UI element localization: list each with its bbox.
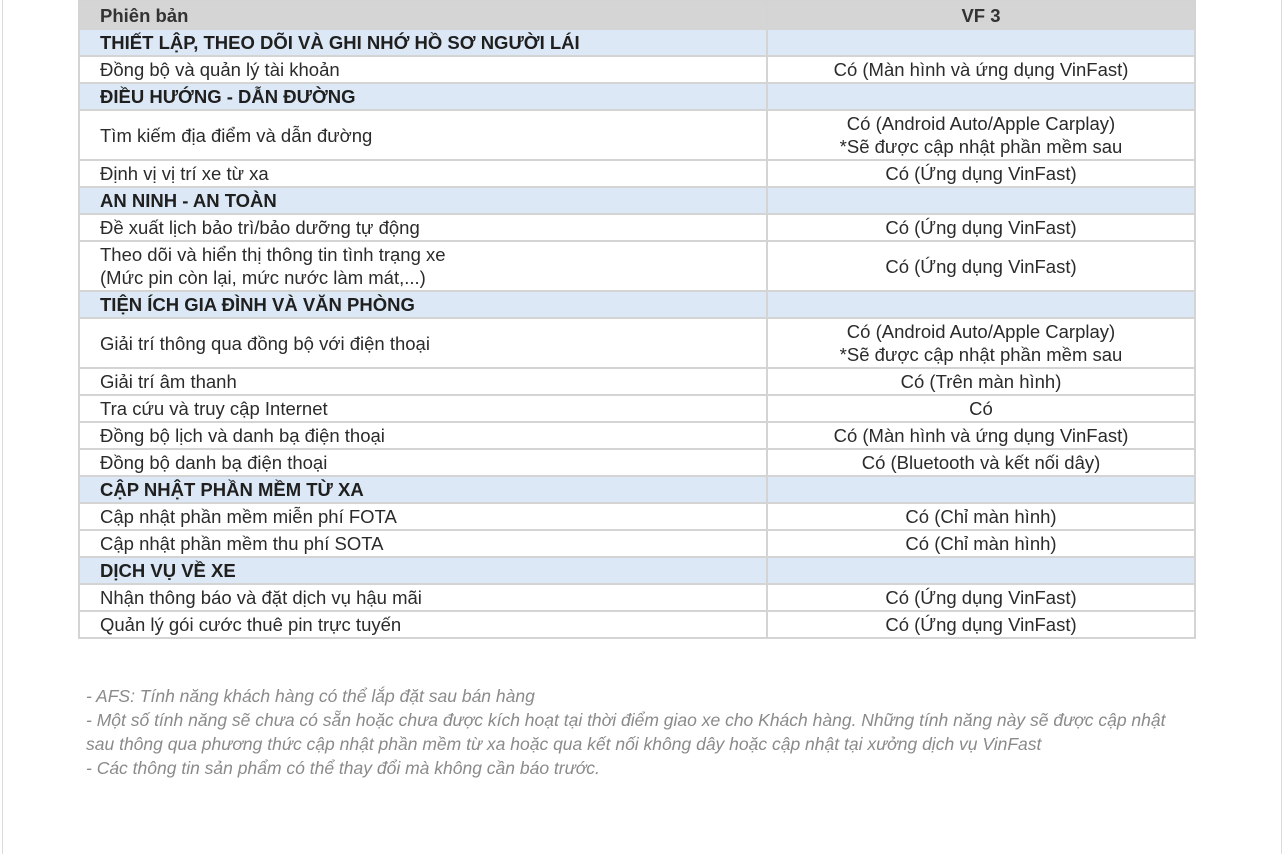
section-empty-cell [767, 476, 1195, 503]
feature-note: (Mức pin còn lại, mức nước làm mát,...) [100, 267, 426, 288]
section-empty-cell [767, 291, 1195, 318]
feature-cell [79, 241, 767, 291]
spec-table [78, 0, 1196, 639]
section-header-row [79, 29, 1195, 56]
section-empty-cell [767, 187, 1195, 214]
feature-cell: Đồng bộ danh bạ điện thoại [79, 449, 767, 476]
feature-cell: Đồng bộ lịch và danh bạ điện thoại [79, 422, 767, 449]
section-title: AN NINH - AN TOÀN [79, 187, 767, 214]
value-cell: Có (Chỉ màn hình) [767, 503, 1195, 530]
value-cell: Có (Ứng dụng VinFast) [767, 611, 1195, 638]
value-note: *Sẽ được cập nhật phần mềm sau [839, 136, 1123, 157]
feature-cell: Giải trí thông qua đồng bộ với điện thoại [79, 318, 767, 368]
section-header-row [79, 291, 1195, 318]
table-row [79, 368, 1195, 395]
section-empty-cell [767, 29, 1195, 56]
value-cell: Có [767, 395, 1195, 422]
section-header-row [79, 83, 1195, 110]
table-row [79, 56, 1195, 83]
value-cell: Có (Màn hình và ứng dụng VinFast) [767, 422, 1195, 449]
value-cell: Có (Chỉ màn hình) [767, 530, 1195, 557]
feature-cell: Đồng bộ và quản lý tài khoản [79, 56, 767, 83]
table-row [79, 449, 1195, 476]
value-text: Có (Android Auto/Apple Carplay) [846, 321, 1116, 342]
feature-cell: Định vị vị trí xe từ xa [79, 160, 767, 187]
feature-cell: Giải trí âm thanh [79, 368, 767, 395]
section-title: CẬP NHẬT PHẦN MỀM TỪ XA [79, 476, 767, 503]
feature-cell: Cập nhật phần mềm miễn phí FOTA [79, 503, 767, 530]
feature-cell: Nhận thông báo và đặt dịch vụ hậu mãi [79, 584, 767, 611]
section-title: THIẾT LẬP, THEO DÕI VÀ GHI NHỚ HỒ SƠ NGƯỜI LÁI [79, 29, 767, 56]
table-row [79, 318, 1195, 368]
feature-cell: Tra cứu và truy cập Internet [79, 395, 767, 422]
table-row [79, 611, 1195, 638]
value-cell [767, 110, 1195, 160]
section-header-row [79, 476, 1195, 503]
section-header-row [79, 187, 1195, 214]
footnote: - AFS: Tính năng khách hàng có thể lắp đặt sau bán hàng [86, 686, 535, 706]
header-version-label: Phiên bản [79, 1, 767, 29]
header-model-label: VF 3 [767, 1, 1195, 29]
table-row [79, 422, 1195, 449]
footnote: - Một số tính năng sẽ chưa có sẵn hoặc chưa được kích hoạt tại thời điểm giao xe cho Khách hàng. Những tính năng này sẽ được cập nhật sau thông qua phương thức cập nhật phần mềm từ xa hoặc qua kết nối không dây hoặc cập nhật tại xưởng dịch vụ VinFast [86, 710, 1166, 754]
section-title: TIỆN ÍCH GIA ĐÌNH VÀ VĂN PHÒNG [79, 291, 767, 318]
table-header-row [79, 1, 1195, 29]
table-row [79, 241, 1195, 291]
value-cell: Có (Màn hình và ứng dụng VinFast) [767, 56, 1195, 83]
footnote: - Các thông tin sản phẩm có thể thay đổi mà không cần báo trước. [86, 758, 600, 778]
section-header-row [79, 557, 1195, 584]
table-row [79, 530, 1195, 557]
value-cell: Có (Ứng dụng VinFast) [767, 584, 1195, 611]
section-empty-cell [767, 557, 1195, 584]
table-row [79, 503, 1195, 530]
section-title: ĐIỀU HƯỚNG - DẪN ĐƯỜNG [79, 83, 767, 110]
feature-text: Theo dõi và hiển thị thông tin tình trạng xe [100, 244, 446, 265]
value-cell: Có (Bluetooth và kết nối dây) [767, 449, 1195, 476]
value-text: Có (Android Auto/Apple Carplay) [846, 113, 1116, 134]
footnotes [86, 684, 1186, 780]
value-cell: Có (Trên màn hình) [767, 368, 1195, 395]
table-row [79, 160, 1195, 187]
table-row [79, 214, 1195, 241]
value-cell: Có (Ứng dụng VinFast) [767, 214, 1195, 241]
feature-cell: Đề xuất lịch bảo trì/bảo dưỡng tự động [79, 214, 767, 241]
table-row [79, 584, 1195, 611]
feature-cell: Cập nhật phần mềm thu phí SOTA [79, 530, 767, 557]
feature-cell: Quản lý gói cước thuê pin trực tuyến [79, 611, 767, 638]
value-cell: Có (Ứng dụng VinFast) [767, 241, 1195, 291]
table-row [79, 110, 1195, 160]
value-cell: Có (Ứng dụng VinFast) [767, 160, 1195, 187]
section-title: DỊCH VỤ VỀ XE [79, 557, 767, 584]
section-empty-cell [767, 83, 1195, 110]
feature-cell: Tìm kiếm địa điểm và dẫn đường [79, 110, 767, 160]
table-row [79, 395, 1195, 422]
value-note: *Sẽ được cập nhật phần mềm sau [839, 344, 1123, 365]
value-cell [767, 318, 1195, 368]
